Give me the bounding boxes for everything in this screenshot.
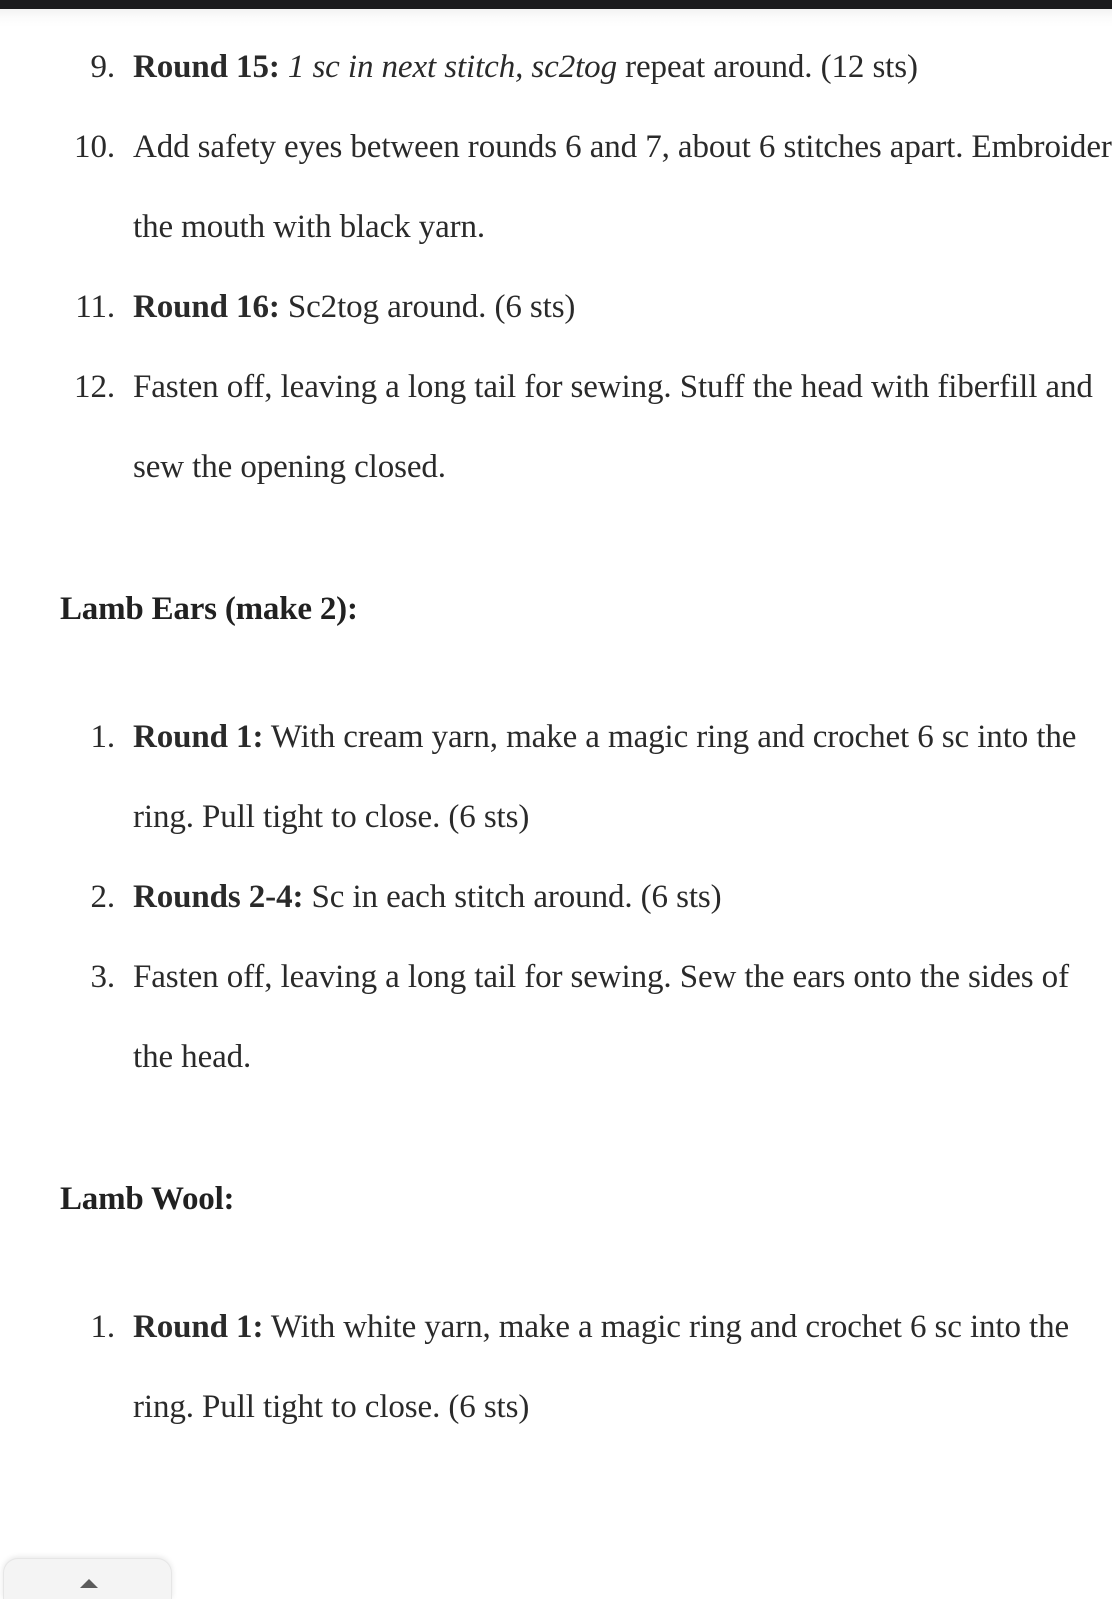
list-item	[0, 1287, 1112, 1447]
list-item-text: Fasten off, leaving a long tail for sewing. Sew the ears onto the sides of the head.	[133, 959, 1069, 1075]
instruction-list-continued	[0, 27, 1112, 507]
list-item-label: Rounds 2-4:	[133, 879, 304, 915]
list-item-text: Add safety eyes between rounds 6 and 7, about 6 stitches apart. Embroider the mouth with black yarn.	[133, 129, 1112, 245]
list-item-label: Round 15:	[133, 49, 280, 85]
list-item-text: Sc in each stitch around. (6 sts)	[303, 879, 722, 915]
list-marker: 2.	[90, 879, 115, 915]
section-heading-lamb-ears: Lamb Ears (make 2):	[60, 591, 358, 627]
section-spacer	[0, 649, 1112, 697]
list-item	[0, 267, 1112, 347]
list-item-text: Fasten off, leaving a long tail for sewing. Stuff the head with fiberfill and sew the opening closed.	[133, 369, 1093, 485]
browser-top-bar	[0, 0, 1112, 9]
list-marker: 1.	[90, 719, 115, 755]
list-item-body	[133, 267, 1112, 347]
list-item-body	[133, 697, 1112, 857]
list-item	[0, 347, 1112, 507]
section-spacer	[0, 507, 1112, 569]
list-item	[0, 937, 1112, 1097]
list-marker: 3.	[90, 959, 115, 995]
list-item	[0, 107, 1112, 267]
list-item-body	[133, 857, 1112, 937]
list-item-emphasis: 1 sc in next stitch, sc2tog	[287, 49, 617, 85]
instruction-list-lamb-wool	[0, 1287, 1112, 1447]
list-item-body	[133, 27, 1112, 107]
list-item-label: Round 1:	[133, 719, 264, 755]
list-item-label: Round 1:	[133, 1309, 264, 1345]
list-marker: 9.	[90, 49, 115, 85]
caret-up-icon	[80, 1579, 98, 1588]
list-item-body	[133, 347, 1112, 507]
section-heading-lamb-wool: Lamb Wool:	[60, 1181, 235, 1217]
section-spacer	[0, 1097, 1112, 1159]
list-marker: 1.	[90, 1309, 115, 1345]
list-item-label: Round 16:	[133, 289, 280, 325]
document-content	[0, 27, 1112, 1447]
list-marker: 11.	[75, 289, 115, 325]
page-top-fade	[0, 9, 1112, 27]
list-item-body	[133, 1287, 1112, 1447]
instruction-list-lamb-ears	[0, 697, 1112, 1097]
list-item-body	[133, 937, 1112, 1097]
list-item-text: With white yarn, make a magic ring and crochet 6 sc into the ring. Pull tight to close. (6 sts)	[133, 1309, 1070, 1425]
list-item-text: Sc2tog around. (6 sts)	[279, 289, 576, 325]
section-spacer	[0, 1239, 1112, 1287]
list-item	[0, 27, 1112, 107]
list-item-text: With cream yarn, make a magic ring and crochet 6 sc into the ring. Pull tight to close. (6 sts)	[133, 719, 1077, 835]
list-item	[0, 697, 1112, 857]
list-marker: 10.	[74, 129, 115, 165]
list-item-body	[133, 107, 1112, 267]
list-item	[0, 857, 1112, 937]
list-marker: 12.	[74, 369, 115, 405]
list-item-text: repeat around. (12 sts)	[616, 49, 918, 85]
